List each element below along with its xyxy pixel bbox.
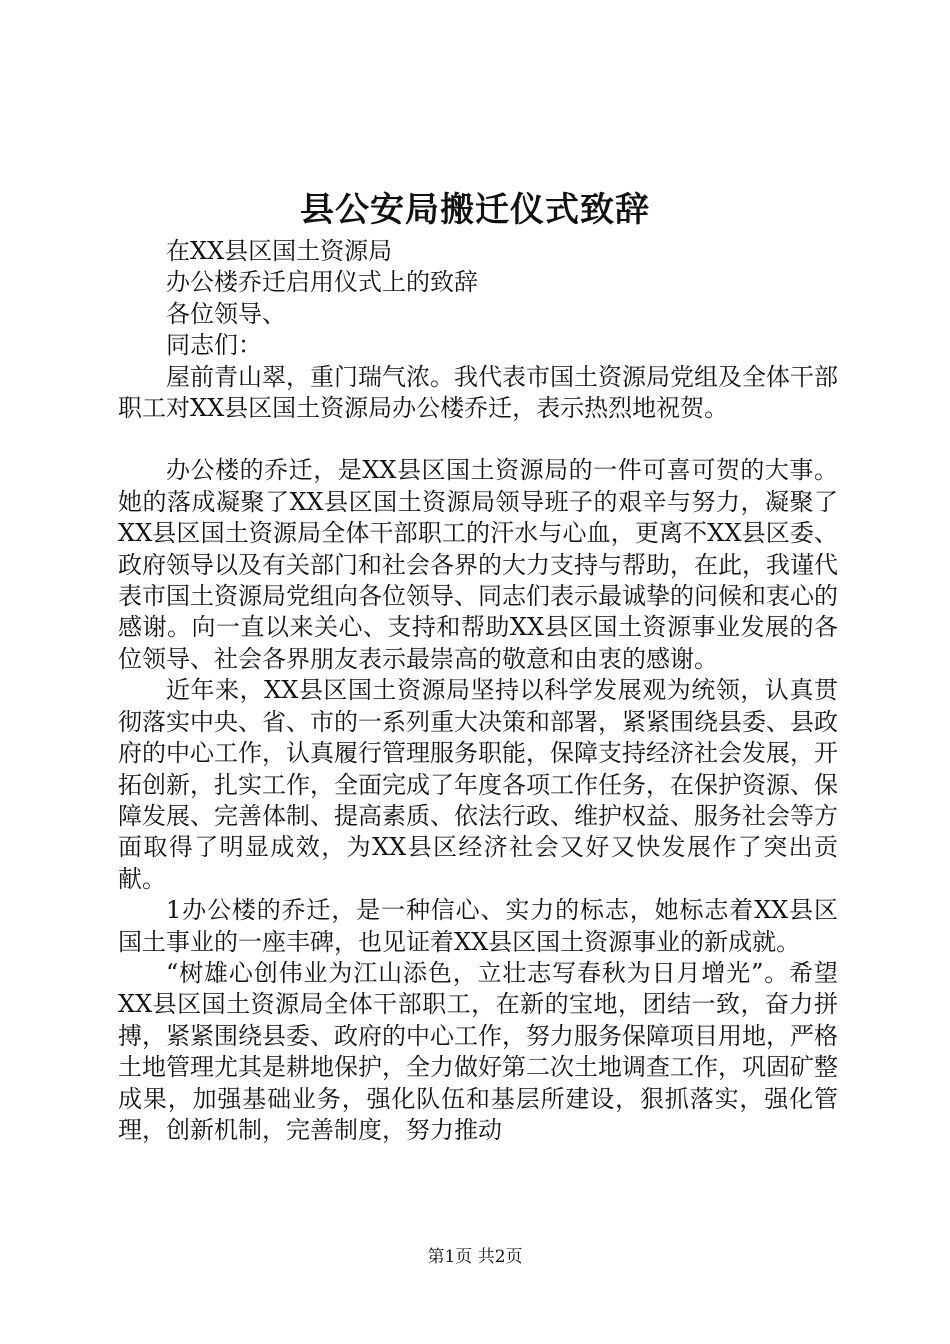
paragraph: 屋前青山翠，重门瑞气浓。我代表市国土资源局党组及全体干部职工对XX县区国土资源局办公楼乔迁，表示热烈地祝贺。 [118, 362, 838, 423]
salutation-line-1: 在XX县区国土资源局 [166, 237, 393, 265]
paragraph: “树雄心创伟业为江山添色，立壮志写春秋为日月增光”。希望XX县区国土资源局全体干部职工，在新的宝地，团结一致，奋力拼搏，紧紧围绕县委、政府的中心工作，努力服务保障项目用地，严格土地管理尤其是耕地保护，全力做好第二次土地调查工作，巩固矿整成果，加强基础业务，强化队伍和基层所建设，狠抓落实，强化管理，创新机制，完善制度，努力推动 [118, 958, 838, 1144]
salutation-line-3: 各位领导、 [166, 299, 286, 328]
document-title: 县公安局搬迁仪式致辞 [300, 190, 650, 230]
page-number: 第1页 共2页 [427, 1247, 523, 1267]
document-body [118, 236, 838, 1146]
paragraph: 近年来，XX县区国土资源局坚持以科学发展观为统领，认真贯彻落实中央、省、市的一系列重大决策和部署，紧紧围绕县委、县政府的中心工作，认真履行管理服务职能，保障支持经济社会发展，开拓创新，扎实工作，全面完成了年度各项工作任务，在保护资源、保障发展、完善体制、提高素质、依法行政、维护权益、服务社会等方面取得了明显成效，为XX县区经济社会又好又快发展作了突出贡献。 [118, 676, 838, 893]
paragraph: 办公楼的乔迁，是XX县区国土资源局的一件可喜可贺的大事。她的落成凝聚了XX县区国土资源局领导班子的艰辛与努力，凝聚了XX县区国土资源局全体干部职工的汗水与心血，更离不XX县区委、政府领导以及有关部门和社会各界的大力支持与帮助，在此，我谨代表市国土资源局党组向各位领导、同志们表示最诚挚的问候和衷心的感谢。向一直以来关心、支持和帮助XX县区国土资源事业发展的各位领导、社会各界朋友表示最崇高的敬意和由衷的感谢。 [118, 456, 838, 673]
salutation-line-4: 同志们： [166, 331, 262, 360]
salutation-line-2: 办公楼乔迁启用仪式上的致辞 [166, 268, 478, 297]
paragraph: 1办公楼的乔迁，是一种信心、实力的标志，她标志着XX县区国土事业的一座丰碑，也见证着XX县区国土资源事业的新成就。 [118, 896, 838, 956]
